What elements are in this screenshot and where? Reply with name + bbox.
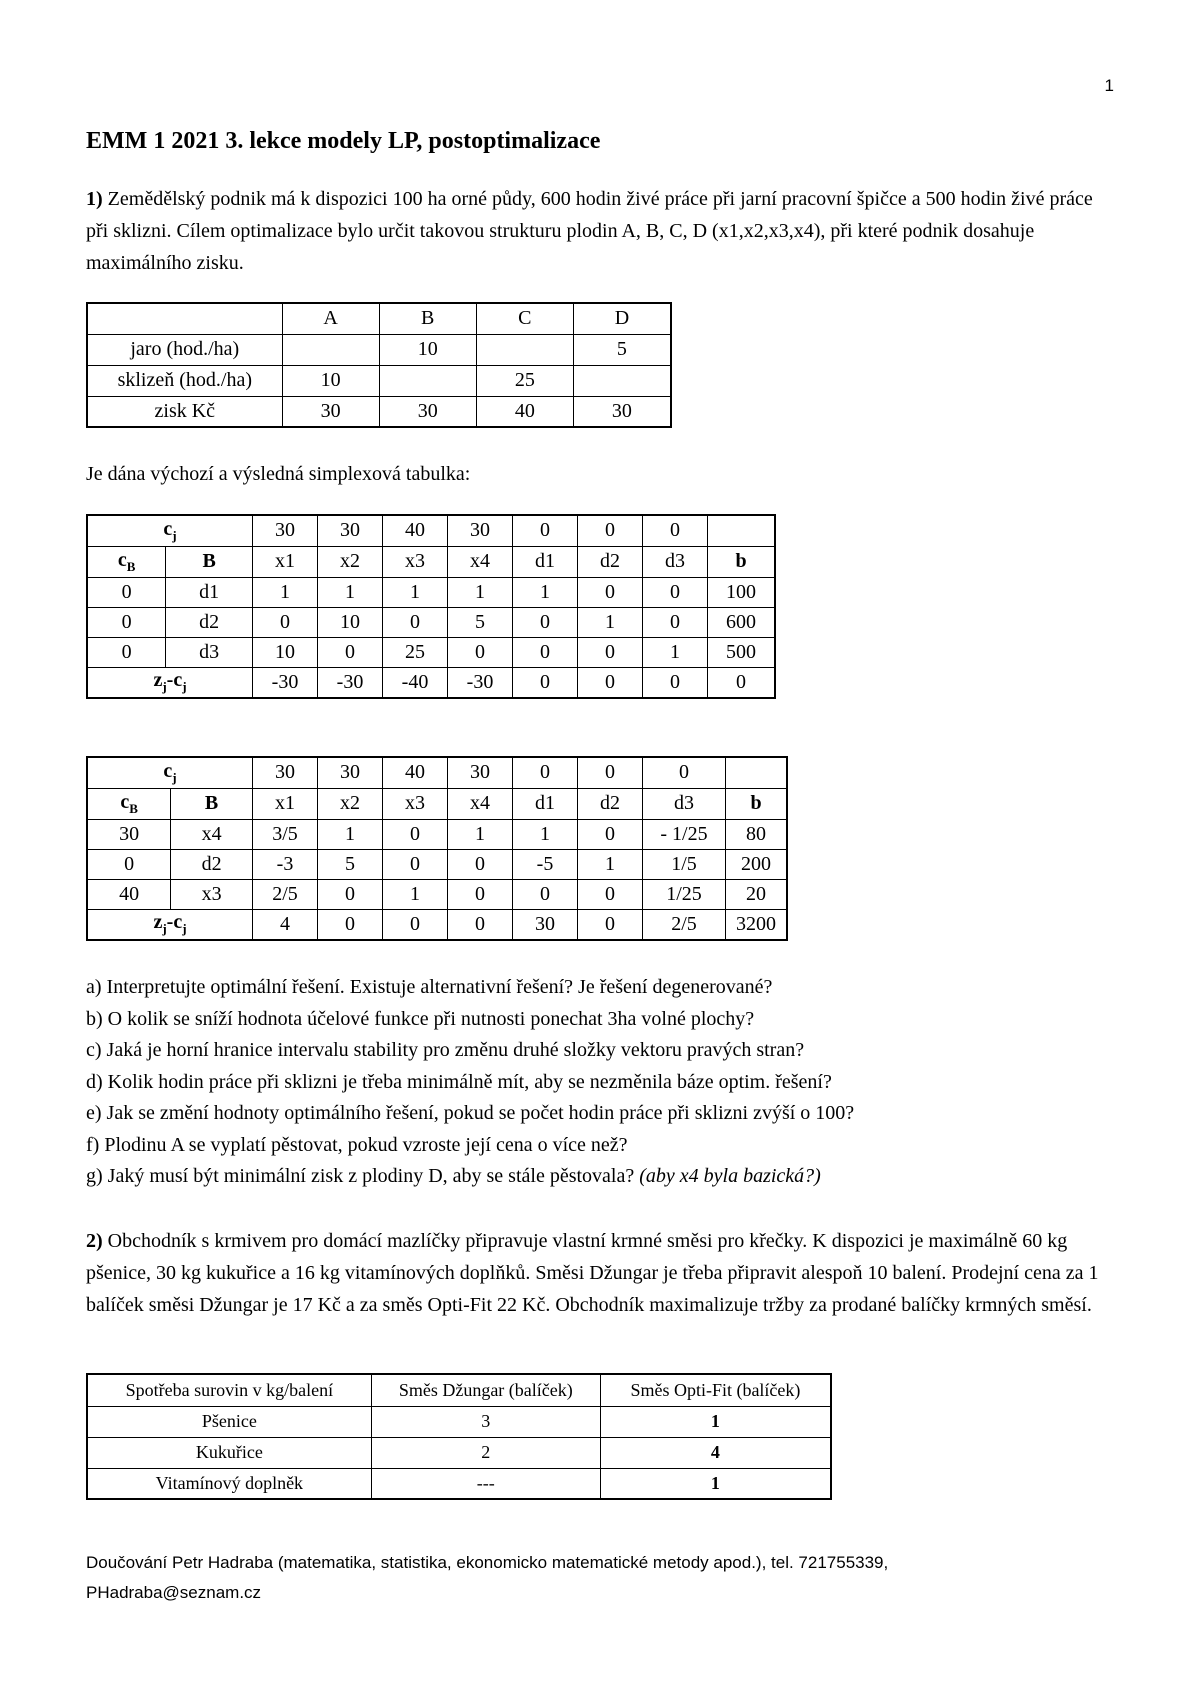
cj-value: 0 xyxy=(513,515,578,546)
question-g-text: g) Jaký musí být minimální zisk z plodiny D, aby se stále pěstovala? xyxy=(86,1165,640,1187)
feed-table-header: Směs Džungar (balíček) xyxy=(371,1374,600,1406)
var-header: x1 xyxy=(253,788,318,819)
table-cell: 25 xyxy=(476,365,573,396)
zc-z: z xyxy=(153,911,163,934)
table-cell: 10 xyxy=(253,637,318,667)
table-cell: 0 xyxy=(318,879,383,909)
table-cell: 10 xyxy=(282,365,379,396)
cj-value: 40 xyxy=(383,515,448,546)
cj-letter: c xyxy=(163,517,173,540)
table-row xyxy=(87,396,671,427)
question-g xyxy=(86,1161,1126,1193)
cj-value: 40 xyxy=(383,757,448,788)
cj-value: 0 xyxy=(578,757,643,788)
table-cell: 0 xyxy=(383,819,448,849)
question-c: c) Jaká je horní hranice intervalu stability pro změnu druhé složky vektoru pravých stran? xyxy=(86,1039,805,1061)
table-cell: 30 xyxy=(573,396,671,427)
cj-value: 30 xyxy=(318,757,383,788)
table-cell: Kukuřice xyxy=(87,1437,371,1468)
var-header: x2 xyxy=(318,546,383,577)
table-cell: 10 xyxy=(379,334,476,365)
zc-value: -40 xyxy=(383,667,448,698)
header-row xyxy=(87,546,775,577)
table-cell: 5 xyxy=(573,334,671,365)
cj-empty xyxy=(726,757,788,788)
var-header: d2 xyxy=(578,546,643,577)
crop-table-header: D xyxy=(573,303,671,334)
table-cell: 40 xyxy=(87,879,171,909)
table-cell: 0 xyxy=(643,607,708,637)
rhs-header: b xyxy=(708,546,776,577)
problem1-body: Zemědělský podnik má k dispozici 100 ha orné půdy, 600 hodin živé práce při jarní pracovní špičce a 500 hodin živé práce při sklizni. Cílem optimalizace bylo určit takovou strukturu plodin A, B, C, D (x1,x2,x3,x4), při které podnik dosahuje maximálního zisku. xyxy=(86,188,1093,274)
rhs-header: b xyxy=(726,788,788,819)
var-header: d3 xyxy=(643,546,708,577)
table-cell: 4 xyxy=(600,1437,831,1468)
table-cell: 1 xyxy=(448,819,513,849)
zc-sub2: j xyxy=(182,921,187,937)
table-cell: 10 xyxy=(318,607,383,637)
table-cell: 1/25 xyxy=(643,879,726,909)
table-cell: x3 xyxy=(171,879,253,909)
table-cell: -5 xyxy=(513,849,578,879)
table-cell: d1 xyxy=(166,577,253,607)
zc-value: 0 xyxy=(448,909,513,940)
cj-label xyxy=(87,757,253,788)
table-cell: 20 xyxy=(726,879,788,909)
zc-value: 0 xyxy=(318,909,383,940)
question-e: e) Jak se změní hodnoty optimálního řešení, pokud se počet hodin práce při sklizni zvýší o 100? xyxy=(86,1102,855,1124)
cj-value: 30 xyxy=(448,515,513,546)
zc-value: 30 xyxy=(513,909,578,940)
crop-table-header xyxy=(87,303,282,334)
cj-value: 0 xyxy=(513,757,578,788)
problem1-text xyxy=(86,183,1116,279)
table-cell: 500 xyxy=(708,637,776,667)
table-cell: 1 xyxy=(318,577,383,607)
table-cell: 1 xyxy=(383,879,448,909)
table-cell: 0 xyxy=(513,879,578,909)
table-cell: d3 xyxy=(166,637,253,667)
table-cell: 0 xyxy=(383,849,448,879)
table-cell: 0 xyxy=(578,577,643,607)
cj-value: 0 xyxy=(643,515,708,546)
cj-value: 0 xyxy=(643,757,726,788)
crop-table-header: C xyxy=(476,303,573,334)
crop-table-header: B xyxy=(379,303,476,334)
table-cell: 1 xyxy=(448,577,513,607)
cj-value: 30 xyxy=(253,757,318,788)
table-row xyxy=(87,1406,831,1437)
table-cell: 0 xyxy=(578,879,643,909)
table-cell: jaro (hod./ha) xyxy=(87,334,282,365)
var-header: x4 xyxy=(448,546,513,577)
table-row xyxy=(87,607,775,637)
table-row xyxy=(87,577,775,607)
table-cell: sklizeň (hod./ha) xyxy=(87,365,282,396)
cj-row xyxy=(87,515,775,546)
zc-sub1: j xyxy=(162,679,167,695)
table-cell: 2/5 xyxy=(253,879,318,909)
var-header: x4 xyxy=(448,788,513,819)
zc-value: 0 xyxy=(578,909,643,940)
cb-label xyxy=(87,788,171,819)
var-header: x1 xyxy=(253,546,318,577)
zc-value: 0 xyxy=(643,667,708,698)
table-cell xyxy=(476,334,573,365)
zc-value: 3200 xyxy=(726,909,788,940)
table-cell: 2 xyxy=(371,1437,600,1468)
zc-value: 4 xyxy=(253,909,318,940)
table-cell: 30 xyxy=(87,819,171,849)
zc-value: -30 xyxy=(253,667,318,698)
final-simplex-table xyxy=(86,756,788,941)
table-cell xyxy=(573,365,671,396)
simplex-intro: Je dána výchozí a výsledná simplexová tabulka: xyxy=(86,463,471,485)
table-cell: 0 xyxy=(578,819,643,849)
table-row xyxy=(87,334,671,365)
zc-sub1: j xyxy=(162,921,167,937)
table-row xyxy=(87,1437,831,1468)
zc-label xyxy=(87,909,253,940)
var-header: x2 xyxy=(318,788,383,819)
table-row xyxy=(87,637,775,667)
table-cell: 0 xyxy=(448,637,513,667)
table-cell: -3 xyxy=(253,849,318,879)
table-cell: 0 xyxy=(448,849,513,879)
cj-value: 30 xyxy=(253,515,318,546)
table-cell: 200 xyxy=(726,849,788,879)
table-cell: 1 xyxy=(643,637,708,667)
zc-sub2: j xyxy=(182,679,187,695)
var-header: d1 xyxy=(513,788,578,819)
basis-header: B xyxy=(171,788,253,819)
cj-value: 30 xyxy=(448,757,513,788)
table-cell: 0 xyxy=(318,637,383,667)
table-cell: 1 xyxy=(383,577,448,607)
cj-subscript: j xyxy=(172,527,177,543)
table-cell: 0 xyxy=(578,637,643,667)
var-header: x3 xyxy=(383,546,448,577)
zc-value: -30 xyxy=(318,667,383,698)
header-row xyxy=(87,788,787,819)
zc-value: -30 xyxy=(448,667,513,698)
cj-empty xyxy=(708,515,776,546)
zc-value: 2/5 xyxy=(643,909,726,940)
page-title: EMM 1 2021 3. lekce modely LP, postoptimalizace xyxy=(86,128,601,154)
cb-label xyxy=(87,546,166,577)
question-d: d) Kolik hodin práce při sklizni je třeba minimálně mít, aby se nezměnila báze optim. řešení? xyxy=(86,1070,832,1093)
problem2-number: 2) xyxy=(86,1230,103,1252)
table-cell: 1/5 xyxy=(643,849,726,879)
cj-subscript: j xyxy=(172,769,177,785)
table-row xyxy=(87,849,787,879)
question-list xyxy=(86,972,1126,1193)
table-cell: 5 xyxy=(318,849,383,879)
zc-z: z xyxy=(153,669,163,692)
basis-header: B xyxy=(166,546,253,577)
table-cell: 0 xyxy=(87,577,166,607)
table-cell xyxy=(379,365,476,396)
cj-row xyxy=(87,757,787,788)
var-header: d2 xyxy=(578,788,643,819)
crop-table-header: A xyxy=(282,303,379,334)
table-cell: d2 xyxy=(166,607,253,637)
zc-row xyxy=(87,667,775,698)
problem1-number: 1) xyxy=(86,188,103,210)
table-cell: 30 xyxy=(282,396,379,427)
table-cell: 1 xyxy=(253,577,318,607)
table-cell: - 1/25 xyxy=(643,819,726,849)
table-cell: 1 xyxy=(513,819,578,849)
feed-table-header: Spotřeba surovin v kg/balení xyxy=(87,1374,371,1406)
table-cell: 1 xyxy=(578,607,643,637)
zc-minus-c: -c xyxy=(166,911,183,934)
table-cell: 1 xyxy=(318,819,383,849)
table-cell: zisk Kč xyxy=(87,396,282,427)
table-cell: 0 xyxy=(383,607,448,637)
table-row xyxy=(87,879,787,909)
footer xyxy=(86,1548,1126,1608)
zc-value: 0 xyxy=(383,909,448,940)
table-cell: 40 xyxy=(476,396,573,427)
table-cell: 5 xyxy=(448,607,513,637)
footer-email[interactable]: PHadraba@seznam.cz xyxy=(86,1583,262,1602)
table-cell: Vitamínový doplněk xyxy=(87,1468,371,1499)
table-cell: 0 xyxy=(253,607,318,637)
table-cell: 0 xyxy=(513,637,578,667)
table-cell: 1 xyxy=(513,577,578,607)
table-cell: 30 xyxy=(379,396,476,427)
cj-label xyxy=(87,515,253,546)
feed-table xyxy=(86,1373,832,1500)
question-a: a) Interpretujte optimální řešení. Existuje alternativní řešení? Je řešení degenerované? xyxy=(86,976,773,998)
table-cell: 0 xyxy=(87,849,171,879)
table-cell xyxy=(282,334,379,365)
table-cell: 80 xyxy=(726,819,788,849)
table-cell: d2 xyxy=(171,849,253,879)
question-f: f) Plodinu A se vyplatí pěstovat, pokud vzroste její cena o více než? xyxy=(86,1133,628,1156)
table-row xyxy=(87,1468,831,1499)
var-header: d3 xyxy=(643,788,726,819)
table-cell: x4 xyxy=(171,819,253,849)
cj-letter: c xyxy=(163,759,173,782)
page-number: 1 xyxy=(1104,76,1114,95)
initial-simplex-table xyxy=(86,514,776,699)
table-cell: 600 xyxy=(708,607,776,637)
table-cell: 0 xyxy=(448,879,513,909)
table-cell: 3 xyxy=(371,1406,600,1437)
table-cell: 1 xyxy=(600,1406,831,1437)
table-row xyxy=(87,365,671,396)
table-cell: 0 xyxy=(643,577,708,607)
var-header: d1 xyxy=(513,546,578,577)
crop-table xyxy=(86,302,672,428)
table-row xyxy=(87,819,787,849)
zc-label xyxy=(87,667,253,698)
table-cell: 25 xyxy=(383,637,448,667)
table-cell: 1 xyxy=(600,1468,831,1499)
table-cell: 100 xyxy=(708,577,776,607)
question-g-note: (aby x4 byla bazická?) xyxy=(639,1165,821,1187)
zc-minus-c: -c xyxy=(166,669,183,692)
table-cell: 0 xyxy=(513,607,578,637)
zc-value: 0 xyxy=(513,667,578,698)
table-cell: 3/5 xyxy=(253,819,318,849)
table-cell: 1 xyxy=(578,849,643,879)
cb-subscript: B xyxy=(126,558,136,574)
cj-value: 30 xyxy=(318,515,383,546)
zc-row xyxy=(87,909,787,940)
table-cell: Pšenice xyxy=(87,1406,371,1437)
cb-letter: c xyxy=(117,548,127,571)
zc-value: 0 xyxy=(578,667,643,698)
table-cell: 0 xyxy=(87,637,166,667)
table-cell: --- xyxy=(371,1468,600,1499)
footer-contact: Doučování Petr Hadraba (matematika, statistika, ekonomicko matematické metody apod.), tel. 721755339, xyxy=(86,1553,889,1572)
cj-value: 0 xyxy=(578,515,643,546)
feed-table-header: Směs Opti-Fit (balíček) xyxy=(600,1374,831,1406)
question-b: b) O kolik se sníží hodnota účelové funkce při nutnosti ponechat 3ha volné plochy? xyxy=(86,1007,755,1030)
problem2-body: Obchodník s krmivem pro domácí mazlíčky připravuje vlastní krmné směsi pro křečky. K dispozici je maximálně 60 kg pšenice, 30 kg kukuřice a 16 kg vitamínových doplňků. Směsi Džungar je třeba připravit alespoň 10 balení. Prodejní cena za 1 balíček směsi Džungar je 17 Kč a za směs Opti-Fit 22 Kč. Obchodník maximalizuje tržby za prodané balíčky krmných směsí. xyxy=(86,1230,1099,1316)
table-cell: 0 xyxy=(87,607,166,637)
cb-letter: c xyxy=(120,790,130,813)
zc-value: 0 xyxy=(708,667,776,698)
var-header: x3 xyxy=(383,788,448,819)
cb-subscript: B xyxy=(129,800,138,816)
problem2-text xyxy=(86,1225,1116,1321)
